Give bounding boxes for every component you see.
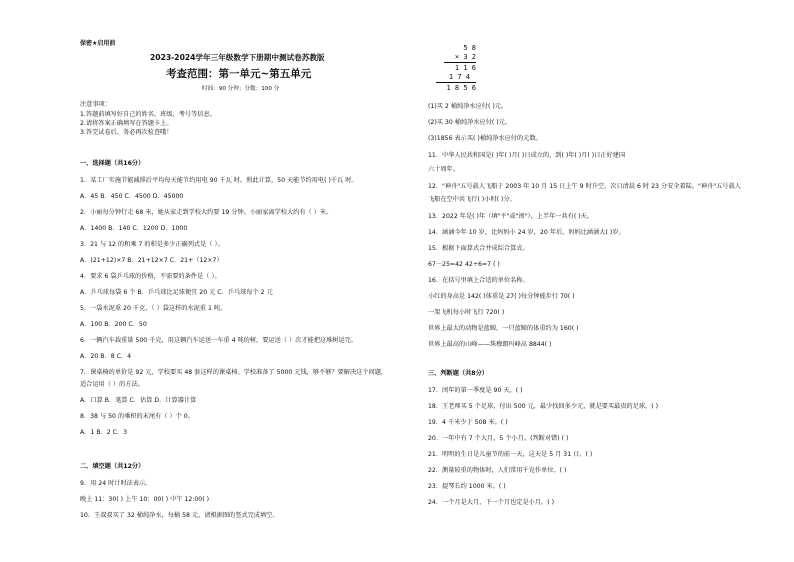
question-line: 小红的身高是 142( )体重是 27( )每分钟能步行 70( ) <box>428 293 575 300</box>
question-line: 10．王叔叔买了 32 桶纯净水，每桶 58 元，请根据图的竖式完成填空。 <box>80 512 279 519</box>
section-heading: 一、选择题（共16分） <box>80 160 145 167</box>
question-line: 一架飞机每小时飞行 720( ) <box>428 309 505 316</box>
calc-row: 1 7 4 <box>448 73 470 81</box>
question-line: 15．根据下面算式合并成综合算式。 <box>428 245 529 252</box>
question-line: 飞船在空中共飞行( )小时( )分。 <box>428 196 516 203</box>
question-options: A．口算 B．笔算 C．估算 D．计算器计算 <box>80 397 197 404</box>
question-line: 5．一袋水泥重 20 千克，（ ）袋这样的水泥重 1 吨。 <box>80 305 227 312</box>
calc-row: 1 8 5 6 <box>446 84 476 92</box>
question-options: A．(21+12)×7 B．21+12×7 C．21+（12×7） <box>80 257 223 264</box>
question-line: 3．21 与 12 的和乘 7 的积是多少正确列式是（ ）。 <box>80 241 224 248</box>
question-line: 世界上最大的动物是蓝鲸，一只蓝鲸的体重约为 160( ) <box>428 325 579 332</box>
question-line: 20．一年中有 7 个大月，5 个小月。(判断对错) ( ) <box>428 435 569 442</box>
question-line: (3)1856 表示买( )桶纯净水应付的元数。 <box>428 135 542 142</box>
question-line: 21．明明的生日是儿童节的前一天，这天是 5 月 31 日。( ) <box>428 451 593 458</box>
question-line: 1．某工厂实施节能减排后平均每天能节约用电 90 千瓦 时。照此计算，50 天能节约用电( )千瓦 时。 <box>80 177 358 184</box>
question-line: 19．4 千米少于 508 米。( ) <box>428 419 508 426</box>
question-line: 67－25=42 42÷6=7 ( ) <box>428 261 500 268</box>
question-line: 2．小丽每分钟行走 68 米，她从家走到学校大约要 19 分钟。小丽家离学校大约有（ ）米。 <box>80 209 333 216</box>
question-line: 24．一个月是大月，下一个月也定是小月。( ) <box>428 499 555 506</box>
exam-scope: 考查范围：第一单元~第五单元 <box>166 68 312 80</box>
question-line: 世界上最高的山峰——珠穆朗玛峰高 8844( ) <box>428 341 552 348</box>
question-options: A．1400 B．140 C．1200 D．1000 <box>80 225 188 232</box>
calc-rule <box>436 82 476 83</box>
question-line: 8．38 与 50 的乘积的末尾有（ ）个 0。 <box>80 413 194 420</box>
question-line: 17．闰年的第一季度是 90 天。( ) <box>428 387 523 394</box>
notes-item: 2.请将答案正确填写在答题卡上。 <box>80 120 173 127</box>
question-line: 14．涵涵今年 10 岁，比妈妈小 24 岁，20 年后，妈妈比涵涵大( )岁。 <box>428 229 625 236</box>
exam-meta: 时间：90 分钟；分数：100 分 <box>202 86 280 92</box>
question-line: 23．提琴长约 1000 米。( ) <box>428 483 506 490</box>
section-heading: 二、填空题（共12分） <box>80 463 145 470</box>
question-options: A．20 B．8 C．4 <box>80 353 132 360</box>
confidential-label: 保密★启用前 <box>80 40 116 47</box>
question-line: 4．要求 6 袋乒乓球的价格，不需要的条件是（ ）。 <box>80 273 221 280</box>
question-line: (1)买 2 桶纯净水应付( )元。 <box>428 103 508 110</box>
exam-title: 2023-2024学年三年级数学下册期中测试卷苏教版 <box>150 53 325 62</box>
question-line: 18．王老师买 5 个足球，付出 500 元，最少找回多少元，就是要买最贵的足球。( ) <box>428 403 659 410</box>
calc-row: 5 8 <box>463 44 476 52</box>
calc-rule <box>444 62 476 63</box>
question-line: 晚上 11：30( ) 上午 10：00( ) 中午 12:00( ) <box>80 496 210 503</box>
calc-row: 1 1 6 <box>454 64 476 72</box>
question-line: 12．"神舟"五号载人飞船于 2003 年 10 月 15 日上午 9 时升空，次日清晨 6 时 23 分安全着陆。"神舟"五号载人 <box>428 183 741 190</box>
question-line: 6．一辆汽车载重量 500 千克，用这辆汽车运送一车重 4 吨的树，要运送（ ）次才能把这堆树运完。 <box>80 337 358 344</box>
question-line: 22．测量较重的物体时，人们常用千克作单位。( ) <box>428 467 567 474</box>
question-options: A．1 B．2 C．3 <box>80 429 128 436</box>
question-options: A．100 B．200 C．50 <box>80 321 147 328</box>
question-line: 7．课桌椅的单价是 92 元，学校要买 48 套这样的课桌椅。学校准备了 5000 元钱，够不够？要解决这个问题， <box>80 369 388 376</box>
question-line: 16．在括号里填上合适的单位名称。 <box>428 277 529 284</box>
question-line: 适合运用（ ）的方法。 <box>80 381 144 388</box>
section-heading: 三、判断题（共8分） <box>428 370 488 377</box>
notes-heading: 注意事项： <box>80 101 111 108</box>
question-options: A．45 B．450 C．4500 D．45000 <box>80 193 184 200</box>
question-line: 11．中华人民共和国是( )年( )月( )日成立的，到( )年( )月( )日正好建国 <box>428 152 626 159</box>
question-line: 六十周年。 <box>428 166 459 173</box>
question-line: 13．2022 年是( )年（填"平"或"闰"），上半年一共有( )天。 <box>428 213 594 220</box>
calc-row: × 3 2 <box>454 53 476 61</box>
notes-item: 1.答题前填写好自己的姓名、班级、考号等信息。 <box>80 111 216 118</box>
notes-item: 3.答完试卷后，务必再次检查哦！ <box>80 129 173 136</box>
question-line: 9．用 24 时计时法表示。 <box>80 480 152 487</box>
question-options: A．乒乓球每袋 6 个 B．乒乓球比足球便宜 20 元 C．乒乓球每个 2 元 <box>80 289 273 296</box>
question-line: (2)买 30 桶纯净水应付( )元。 <box>428 119 512 126</box>
